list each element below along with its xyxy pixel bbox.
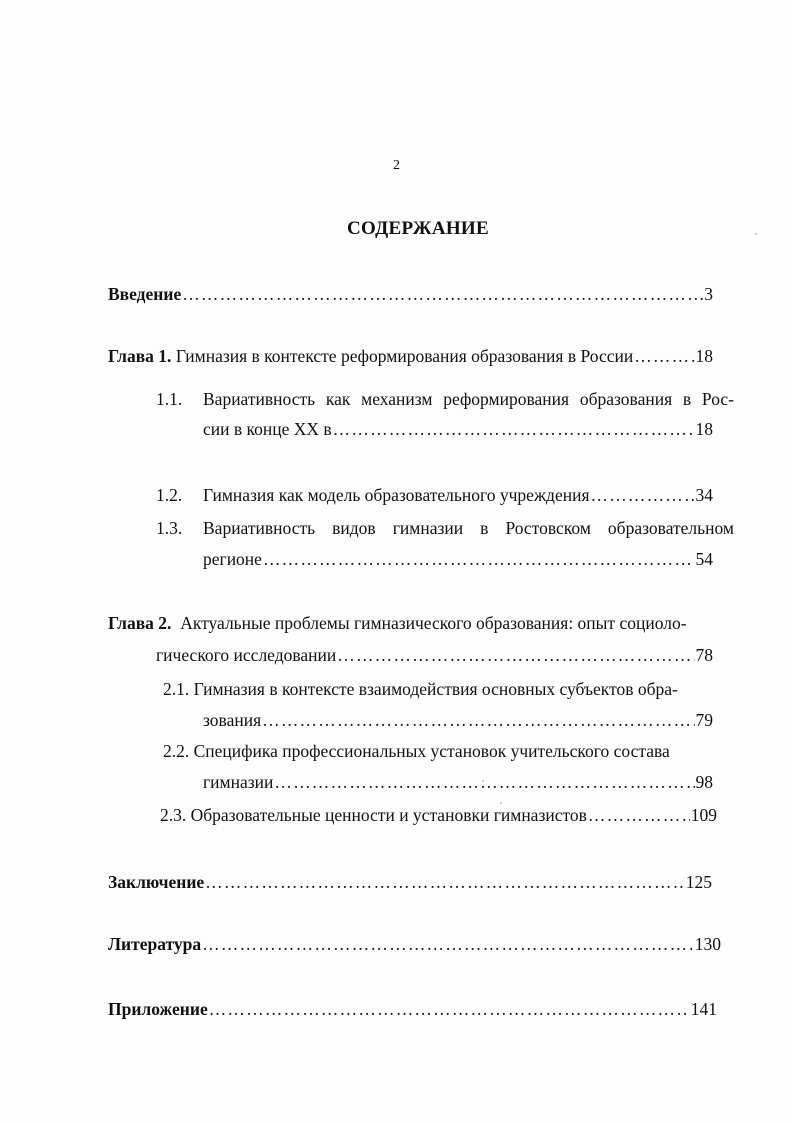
toc-page: 3	[704, 284, 713, 304]
toc-entry-2-2-line1[interactable]	[163, 740, 734, 762]
section-number: 2.3.	[160, 805, 187, 825]
toc-page: 79	[695, 710, 713, 730]
toc-label: Заключение	[108, 872, 205, 892]
dot-leader	[209, 998, 690, 1020]
toc-label: Введение	[108, 284, 182, 304]
dot-leader	[182, 283, 703, 305]
section-title-line: Гимназия в контексте взаимодействия основных субъектов обра-	[189, 679, 678, 699]
section-number: 2.1.	[163, 679, 190, 699]
section-number: 2.2.	[163, 741, 190, 761]
toc-page: 18	[695, 346, 713, 366]
section-number: 1.1.	[156, 389, 183, 409]
chapter-title: Гимназия в контексте реформирования образования в России	[171, 346, 634, 366]
toc-entry-chapter-2-line1[interactable]	[108, 612, 734, 634]
section-title-line: Вариативность как механизм реформирования образования в Рос-	[203, 389, 734, 409]
toc-entry-appendix[interactable]	[108, 998, 717, 1020]
section-title-line: Гимназия как модель образовательного учреждения	[203, 485, 590, 505]
toc-entry-chapter-1[interactable]	[108, 345, 713, 367]
section-title-line: сии в конце XX в	[203, 419, 332, 439]
toc-entry-2-1-line1[interactable]	[163, 678, 734, 700]
dot-leader	[274, 771, 694, 793]
toc-page: 54	[695, 549, 713, 569]
dot-leader	[205, 871, 685, 893]
dot-leader	[262, 709, 694, 731]
toc-label	[108, 345, 633, 367]
toc-entry-literature[interactable]	[108, 933, 721, 955]
toc-entry-2-2-line2[interactable]	[203, 771, 713, 793]
dot-leader	[263, 548, 695, 570]
toc-page: 130	[694, 934, 721, 954]
chapter-title: гического исследовании	[156, 645, 337, 665]
toc-entry-2-1-line2[interactable]	[203, 709, 713, 731]
dot-leader	[337, 644, 694, 666]
dot-leader	[591, 484, 695, 506]
section-title-line: Вариативность видов гимназии в Ростовском образовательном	[203, 518, 734, 538]
toc-entry-1-1-line1[interactable]	[203, 388, 734, 410]
chapter-prefix: Глава 2.	[108, 613, 172, 633]
scan-speck	[755, 233, 757, 235]
toc-label: Приложение	[108, 999, 208, 1019]
toc-entry-1-3-line1[interactable]	[203, 517, 734, 539]
section-title-line: гимназии	[203, 772, 274, 792]
toc-label: Литература	[108, 934, 202, 954]
section-title-line: Специфика профессиональных установок учительского состава	[189, 741, 670, 761]
section-title-line: регионе	[203, 549, 262, 569]
toc-page: 34	[695, 485, 713, 505]
scan-speck	[482, 780, 484, 782]
toc-entry-conclusion[interactable]	[108, 871, 712, 893]
page-number: 2	[393, 158, 400, 173]
dot-leader	[333, 418, 695, 440]
toc-page: 141	[690, 999, 717, 1019]
toc-entry-intro[interactable]	[108, 283, 713, 305]
toc-page: 109	[690, 805, 717, 825]
page-title: СОДЕРЖАНИЕ	[347, 218, 489, 239]
dot-leader	[588, 804, 690, 826]
chapter-title: Актуальные проблемы гимназического образования: опыт социоло-	[171, 613, 687, 633]
toc-entry-chapter-2-line2[interactable]	[156, 644, 713, 666]
toc-page: 18	[695, 419, 713, 439]
toc-page: 125	[685, 872, 712, 892]
scan-speck	[500, 802, 502, 804]
toc-entry-1-1-line2[interactable]	[203, 418, 713, 440]
toc-entry-2-3[interactable]	[160, 804, 717, 826]
section-title-line: зования	[203, 710, 262, 730]
section-number: 1.3.	[156, 518, 183, 538]
toc-entry-1-2[interactable]	[203, 484, 713, 506]
dot-leader	[634, 345, 694, 367]
dot-leader	[202, 933, 694, 955]
section-number: 1.2.	[156, 485, 183, 505]
toc-label	[160, 804, 587, 826]
toc-page: 98	[695, 772, 713, 792]
chapter-prefix: Глава 1.	[108, 346, 172, 366]
toc-entry-1-3-line2[interactable]	[203, 548, 713, 570]
section-title-line: Образовательные ценности и установки гимназистов	[186, 805, 587, 825]
toc-page: 78	[695, 645, 713, 665]
